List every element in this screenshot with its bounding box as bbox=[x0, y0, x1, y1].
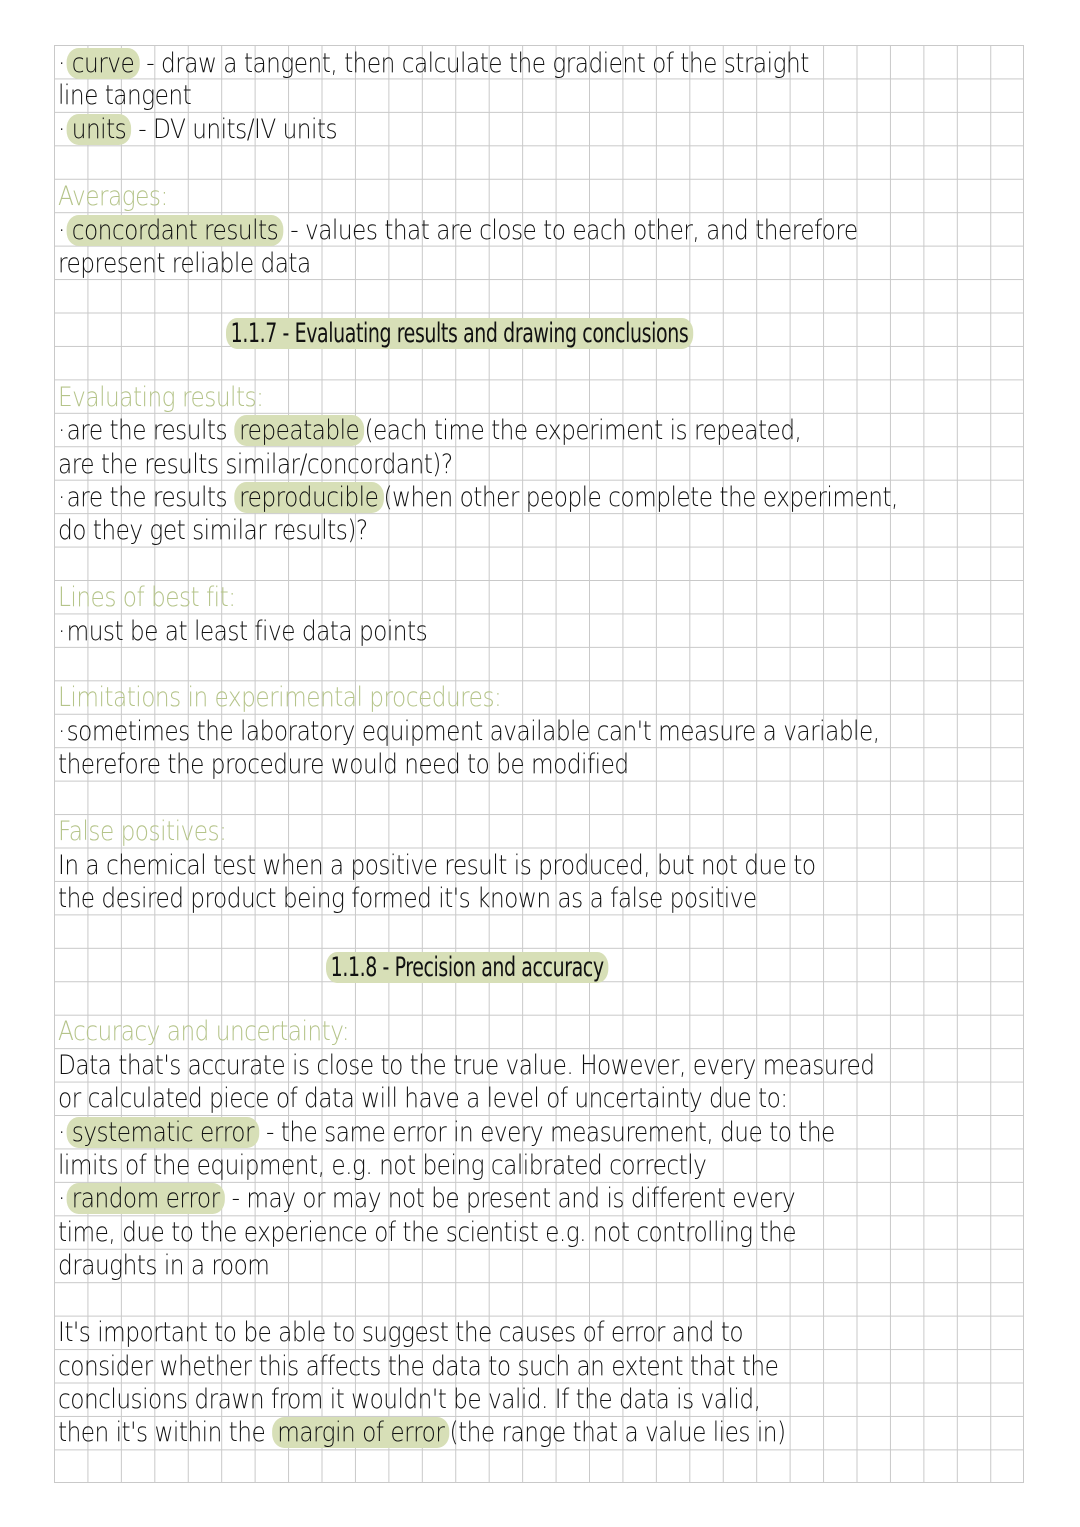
limitations-heading: Limitations in experimental procedures: bbox=[58, 682, 502, 713]
highlight-term: units bbox=[67, 114, 132, 145]
text: are the results bbox=[66, 415, 234, 446]
bullet: · bbox=[58, 415, 65, 446]
bullet: · bbox=[58, 1183, 65, 1214]
text: sometimes the laboratory equipment available can't measure a variable, bbox=[66, 716, 880, 747]
curve-line bbox=[58, 47, 809, 80]
averages-heading: Averages: bbox=[58, 181, 168, 212]
text: are the results bbox=[66, 482, 234, 513]
grid-paper-page bbox=[54, 45, 1024, 1483]
text: (when other people complete the experiment, bbox=[383, 482, 898, 513]
text-line: draughts in a room bbox=[58, 1250, 270, 1281]
text: then it's within the bbox=[58, 1417, 273, 1448]
concordant-line bbox=[58, 214, 858, 247]
text-line: do they get similar results)? bbox=[58, 515, 368, 546]
text-line: time, due to the experience of the scientist e.g. not controlling the bbox=[58, 1217, 797, 1248]
text-line: In a chemical test when a positive result is produced, but not due to bbox=[58, 850, 816, 881]
evaluating-heading: Evaluating results: bbox=[58, 382, 264, 413]
accuracy-heading: Accuracy and uncertainty: bbox=[58, 1016, 350, 1047]
section-title-text: 1.1.7 - Evaluating results and drawing conclusions bbox=[226, 318, 693, 349]
best-fit-heading: Lines of best fit: bbox=[58, 582, 236, 613]
text: must be at least five data points bbox=[66, 616, 428, 647]
text: - the same error in every measurement, due to the bbox=[259, 1117, 835, 1148]
best-fit-line bbox=[58, 615, 427, 648]
text-line: are the results similar/concordant)? bbox=[58, 449, 453, 480]
bullet: · bbox=[58, 716, 65, 747]
section-title-117 bbox=[226, 317, 693, 350]
section-title-118 bbox=[326, 951, 608, 984]
false-positives-heading: False positives: bbox=[58, 816, 227, 847]
section-title-text: 1.1.8 - Precision and accuracy bbox=[326, 952, 608, 983]
highlight-term: random error bbox=[67, 1183, 225, 1214]
highlight-term: curve bbox=[67, 48, 140, 79]
text-line: limits of the equipment, e.g. not being calibrated correctly bbox=[58, 1150, 707, 1181]
text-line: or calculated piece of data will have a level of uncertainty due to: bbox=[58, 1083, 788, 1114]
text: (the range that a value lies in) bbox=[449, 1417, 786, 1448]
highlight-term: repeatable bbox=[234, 415, 365, 446]
random-error-line bbox=[58, 1182, 795, 1215]
highlight-term: systematic error bbox=[67, 1117, 260, 1148]
bullet: · bbox=[58, 482, 65, 513]
highlight-term: reproducible bbox=[234, 482, 384, 513]
bullet: · bbox=[58, 215, 65, 246]
bullet: · bbox=[58, 48, 65, 79]
text-line: the desired product being formed it's known as a false positive bbox=[58, 883, 757, 914]
highlight-term: margin of error bbox=[272, 1417, 449, 1448]
repeatable-line bbox=[58, 414, 801, 447]
text: (each time the experiment is repeated, bbox=[364, 415, 802, 446]
text-line: consider whether this affects the data to such an extent that the bbox=[58, 1351, 779, 1382]
text-line: therefore the procedure would need to be modified bbox=[58, 749, 629, 780]
bullet: · bbox=[58, 616, 65, 647]
text: - values that are close to each other, and therefore bbox=[283, 215, 858, 246]
limitations-line bbox=[58, 715, 880, 748]
text-line: represent reliable data bbox=[58, 248, 311, 279]
highlight-term: concordant results bbox=[67, 215, 284, 246]
text-line: line tangent bbox=[58, 80, 192, 111]
text-line: conclusions drawn from it wouldn't be valid. If the data is valid, bbox=[58, 1384, 761, 1415]
text: - draw a tangent, then calculate the gradient of the straight bbox=[139, 48, 809, 79]
units-line bbox=[58, 113, 337, 146]
bullet: · bbox=[58, 114, 65, 145]
margin-of-error-line bbox=[58, 1416, 786, 1449]
text-line: It's important to be able to suggest the causes of error and to bbox=[58, 1317, 744, 1348]
text-line: Data that's accurate is close to the true value. However, every measured bbox=[58, 1050, 875, 1081]
text: - may or may not be present and is different every bbox=[224, 1183, 796, 1214]
reproducible-line bbox=[58, 481, 898, 514]
bullet: · bbox=[58, 1117, 65, 1148]
systematic-error-line bbox=[58, 1116, 835, 1149]
text: - DV units/IV units bbox=[131, 114, 338, 145]
